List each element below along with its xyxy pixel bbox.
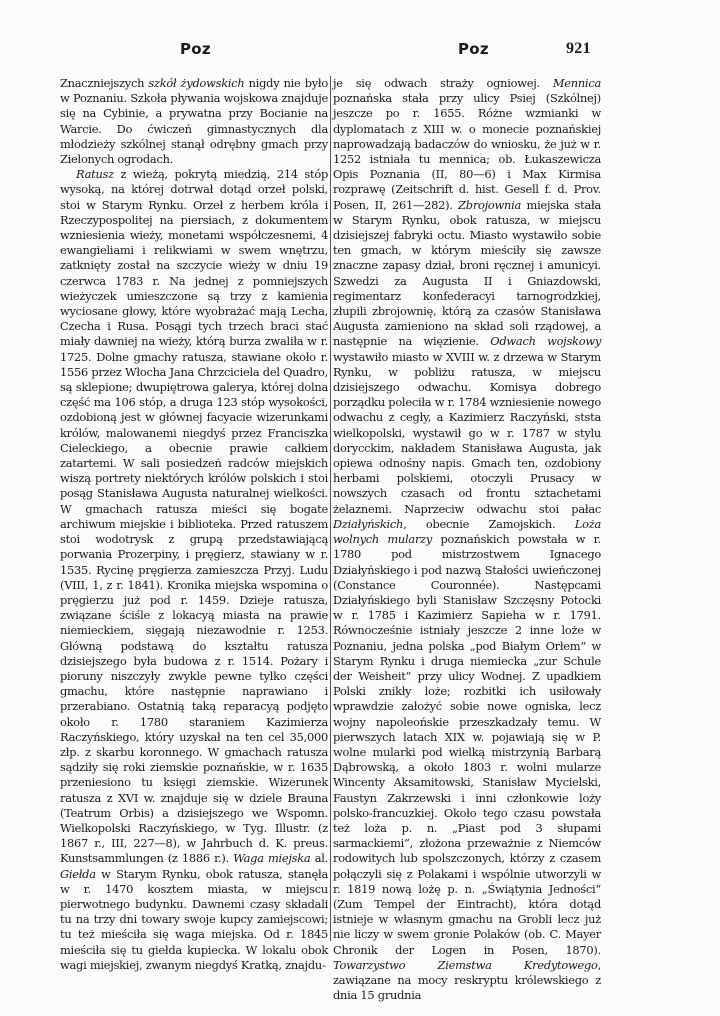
body-text: poznańskich powstała w r. 1780 pod mistrzostwem Ignacego Działyńskiego i pod nazwą Stałości uwieńczonej (Constance Couronnée). Następcami Działyńskiego byli Stanisław Szczęsny Potocki w r. 1785 i Kazimierz Sapieha w r. 1791. Równocześnie istniały jeszcze 2 inne loże w Poznaniu, jedna polska „pod Białym Orłem“ w Starym Rynku i druga niemiecka „zur Schule der Weisheit“ przy ulicy Wodnej. Z upadkiem Polski znikły loże; rozbitki ich usiłowały wprawdzie założyć sobie nowe ogniska, lecz wojny napoleońskie przeszkadzały temu. W pierwszych latach XIX w. pojawiają się w P. wolne mularki pod wielką mistrzynią Barbarą Dąbrowską, a około 1803 r. wolni mularze Wincenty Aksamitowski, Stanisław Mycielski, Faustyn Zakrzewski i inni członkowie loży polsko-francuzkiej. Około tego czasu powstała też loża p. n. „Piast pod 3 słupami sarmackiemi“, złożona przeważnie z Niemców rodowitych lub spolszczonych, którzy z czasem połączyli się z Polakami i wspólnie utworzyli w r. 1819 nową lożę p. n. „Świątynia Jedności“ (Zum Tempel der Eintracht), która dotąd istnieje w własnym gmachu na Grobli lecz już nie liczy w swem gronie Polaków (ob. C. Mayer Chronik der Logen in Posen, 1870). [333,532,601,957]
entry-heading: Odwach wojskowy [490,334,602,349]
entry-heading: Działyńskich [333,516,404,531]
body-text: z wieżą, pokrytą miedzią, 214 stóp wysoką, na której dotrwał dotąd orzeł polski, stoi w Starym Rynku. Orzeł z herbem króla i Rzeczypospolitej na piersiach, z dokumentem wzniesienia wieży, monetami współczesnemi, 4 ewangieliami i relikwiami w swem wnętrzu, zatknięty został na szczycie wieży w dniu 19 czerwca 1783 r. Na jednej z pomniejszych wieżyczek umieszczone są trzy z kamienia wyciosane głowy, które wyobrażać mają Lecha, Czecha i Rusa. Posągi tych trzech braci stać miały dawniej na wieży, którą burza zwaliła w r. 1725. Dolne gmachy ratusza, stawiane około r. 1556 przez Włocha Jana Chrzciciela del Quadro, są sklepione; dwupiętrowa galerya, której dolna część ma 106 stóp, a druga 123 stóp wysokości, ozdobioną jest w głównej facyacie wizerunkami królów, malowanemi niegdyś przez Franciszka Cieleckiego, a obecnie prawie całkiem zatartemi. W sali posiedzeń radców miejskich wiszą portrety niektórych królów polskich i stoi posąg Stanisława Augusta naturalnej wielkości. W gmachach ratusza mieści się bogate archiwum miejskie i biblioteka. Przed ratuszem stoi wodotrysk z grupą przedstawiającą porwania Prozerpiny, i pręgierz, stawiany w r. 1535. Rycinę pręgierza zamieszcza Przyj. Ludu (VIII, 1, z r. 1841). Kronika miejska wspomina o pręgierzu już pod r. 1459. Dzieje ratusza, związane ściśle z lokacyą miasta na prawie niemieckiem, sięgają niezawodnie r. 1253. Główną podstawą do kształtu ratusza dzisiejszego była budowa z r. 1514. Pożary i pioruny niszczyły zwykle pewne tylko części gmachu, które następnie naprawiano i przerabiano. Ostatnią taką reparacyą podjęto około r. 1780 staraniem Kazimierza Raczyńskiego, który uzyskał na ten cel 35,000 złp. z skarbu koronnego. W gmachach ratusza sądziły się roki ziemskie poznańskie, w r. 1635 przeniesiono tu księgi ziemskie. Wizerunek ratusza z XVI w. znajduje się w dziele Brauna (Teatrum Orbis) a dzisiejszego we Wspomn. Wielkopolski Raczyńskiego, w Tyg. Illustr. (z 1867 r., III, 227—8), w Jahrbuch d. K. preus. Kunstsammlungen (z 1886 r.). [60,167,329,866]
paragraph [60,167,328,973]
entry-heading: Ratusz [76,167,114,182]
entry-heading: Loża wolnych mularzy [333,516,601,547]
right-column-text [333,76,602,1003]
entry-heading: Mennica [552,76,601,90]
body-text: miejska stała w Starym Rynku, obok ratusza, w miejscu dzisiejszej fabryki octu. Miasto wystawiło sobie ten gmach, w którym mieściły się zawsze znaczne zapasy dział, broni ręcznej i amunicyi. Szwedzi za Augusta II i Gniazdowski, regimentarz konfederacyi tarnogrodzkiej, złupili zbrojownię, którą za czasów Stanisława Augusta zamieniono na skład soli rządowej, a następnie na więzienie. [333,197,601,349]
running-head-left: Poz [180,40,211,58]
body-text: wystawiło miasto w XVIII w. z drzewa w Starym Rynku, w pobliżu ratusza, w miejscu dzisiejszego odwachu. Komisya dobrego porządku poleciła w r. 1784 wzniesienie nowego odwachu z cegły, a Kazimierz Raczyński, ststa wielkopolski, wystawił go w r. 1787 w stylu dorycckim, nakładem Stanisława Augusta, jak opiewa odnośny napis. Gmach ten, ozdobiony herbami polskiemi, otoczyli Prusacy w nowszych czasach od frontu sztachetami żelaznemi. Naprzeciw odwachu stoi pałac [333,349,601,516]
entry-heading: Giełda [60,866,96,881]
entry-heading: Zbrojownia [458,197,522,212]
column-divider [330,76,331,941]
body-text: nigdy nie było w Poznaniu. Szkoła pływania wojskowa znajduje się na Cybinie, a prywatna przy Bocianie na Warcie. Do ćwiczeń gimnastycznych dla młodzieży szkólnej stanął odrębny gmach przy Zielonych ogrodach. [60,76,328,167]
body-text: al. [310,851,328,866]
page-number: 921 [566,40,591,57]
paragraph [60,76,328,167]
body-text: w Starym Rynku, obok ratusza, stanęła w r. 1470 kosztem miasta, w miejscu pierwotnego budynku. Dawnemi czasy składali tu na trzy dni towary swoje kupcy zamiejscowi; tu też mieściła się waga miejska. Od r. 1845 mieściła się tu giełda kupiecka. W lokalu obok wagi miejskiej, zwanym niegdyś Kratką, znajdu- [60,866,328,972]
entry-heading: Towarzystwo Ziemstwa Kredytowego [333,957,598,972]
body-text: Znaczniejszych [60,76,149,90]
body-text: je się odwach straży ogniowej. [333,76,553,90]
body-text: poznańska stała przy ulicy Psiej (Szkólnej) jeszcze po r. 1655. Różne wzmianki w dyplomatach z XIII w. o monecie poznańskiej naprowadzają badaczów do wniosku, że już w r. 1252 istniała tu mennica; ob. Łukaszewicza Opis Poznania (II, 80—6) i Max Kirmisa rozprawę (Zeitschrift d. hist. Gesell f. d. Prov. Posen, II, 261—282). [333,91,601,212]
entry-heading: Waga miejska [233,851,311,866]
body-text: , obecnie Zamojskich. [403,516,575,531]
left-column-text [60,76,329,972]
running-head-right: Poz [458,40,489,58]
paragraph [333,76,601,1003]
entry-heading: szkół żydowskich [148,76,245,90]
body-text: , zawiązane na mocy reskryptu królewskiego z dnia 15 grudnia [333,957,601,1003]
